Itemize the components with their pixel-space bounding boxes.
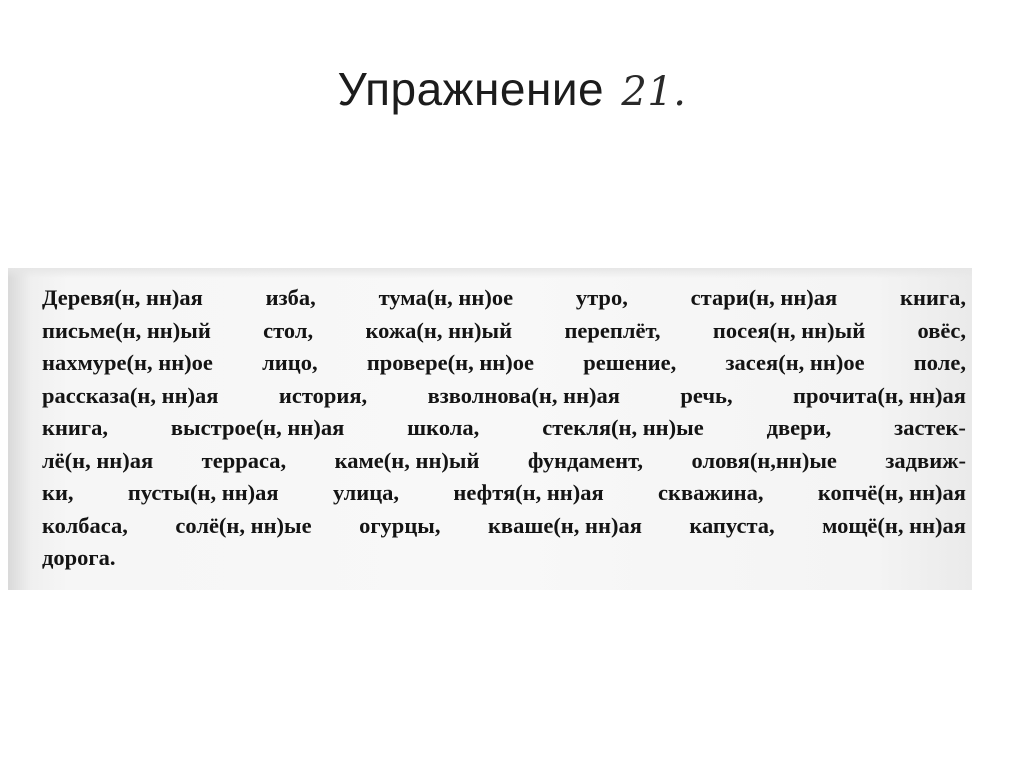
exercise-word: скважина, — [658, 480, 764, 505]
exercise-word: прочита(н, нн)ая — [793, 382, 966, 408]
exercise-word: дорога. — [42, 545, 116, 570]
exercise-word: нахмуре(н, нн)ое — [42, 350, 213, 375]
exercise-word: книга, — [42, 415, 108, 440]
exercise-text — [42, 282, 966, 575]
exercise-line — [42, 510, 966, 543]
exercise-line — [42, 477, 966, 510]
exercise-word: задвиж- — [885, 447, 966, 473]
scanned-textbook-excerpt — [8, 268, 972, 590]
exercise-word: выстрое(н, нн)ая — [170, 415, 345, 440]
exercise-word: каме(н, нн)ый — [334, 447, 480, 473]
exercise-word: речь, — [680, 382, 733, 408]
exercise-line — [42, 347, 966, 380]
exercise-word: овёс, — [917, 317, 966, 343]
exercise-word: Деревя(н, нн)ая — [42, 285, 203, 310]
exercise-word: решение, — [583, 350, 677, 375]
exercise-word: фундамент, — [527, 447, 644, 473]
exercise-word: переплёт, — [564, 317, 661, 343]
slide-title-word: Упражнение — [337, 63, 605, 115]
slide-title — [0, 62, 1024, 116]
exercise-line — [42, 380, 966, 413]
exercise-word: огурцы, — [359, 512, 441, 538]
exercise-word: провере(н, нн)ое — [366, 350, 534, 375]
exercise-word: рассказа(н, нн)ая — [42, 382, 219, 408]
exercise-word: школа, — [407, 415, 480, 440]
exercise-word: застек- — [894, 415, 966, 440]
exercise-word: взволнова(н, нн)ая — [427, 382, 620, 408]
exercise-word: пусты(н, нн)ая — [127, 480, 279, 505]
exercise-word: солё(н, нн)ые — [175, 512, 312, 538]
exercise-word: мощё(н, нн)ая — [822, 512, 966, 538]
exercise-line — [42, 542, 966, 575]
exercise-word: кваше(н, нн)ая — [487, 512, 642, 538]
exercise-word: стекля(н, нн)ые — [542, 415, 704, 440]
exercise-word: поле, — [913, 350, 966, 375]
exercise-word: утро, — [575, 285, 628, 310]
exercise-word: изба, — [265, 285, 316, 310]
exercise-word: лё(н, нн)ая — [42, 447, 154, 473]
exercise-word: книга, — [900, 285, 966, 310]
exercise-word: тума(н, нн)ое — [378, 285, 514, 310]
exercise-line — [42, 445, 966, 478]
exercise-word: ки, — [42, 480, 74, 505]
exercise-word: посея(н, нн)ый — [712, 317, 866, 343]
exercise-word: кожа(н, нн)ый — [365, 317, 513, 343]
exercise-word: лицо, — [262, 350, 318, 375]
exercise-word: оловя(н,нн)ые — [691, 447, 837, 473]
exercise-word: копчё(н, нн)ая — [817, 480, 966, 505]
exercise-word: колбаса, — [42, 512, 128, 538]
exercise-word: стари(н, нн)ая — [690, 285, 838, 310]
exercise-word: письме(н, нн)ый — [42, 317, 211, 343]
exercise-word: стол, — [263, 317, 314, 343]
exercise-word: история, — [278, 382, 368, 408]
exercise-line — [42, 315, 966, 348]
exercise-word: двери, — [766, 415, 832, 440]
exercise-line — [42, 282, 966, 315]
slide-title-number: 21. — [621, 69, 687, 115]
exercise-word: нефтя(н, нн)ая — [453, 480, 604, 505]
exercise-line — [42, 412, 966, 445]
exercise-word: засея(н, нн)ое — [725, 350, 865, 375]
exercise-word: улица, — [332, 480, 400, 505]
exercise-word: капуста, — [689, 512, 775, 538]
exercise-word: терраса, — [201, 447, 287, 473]
